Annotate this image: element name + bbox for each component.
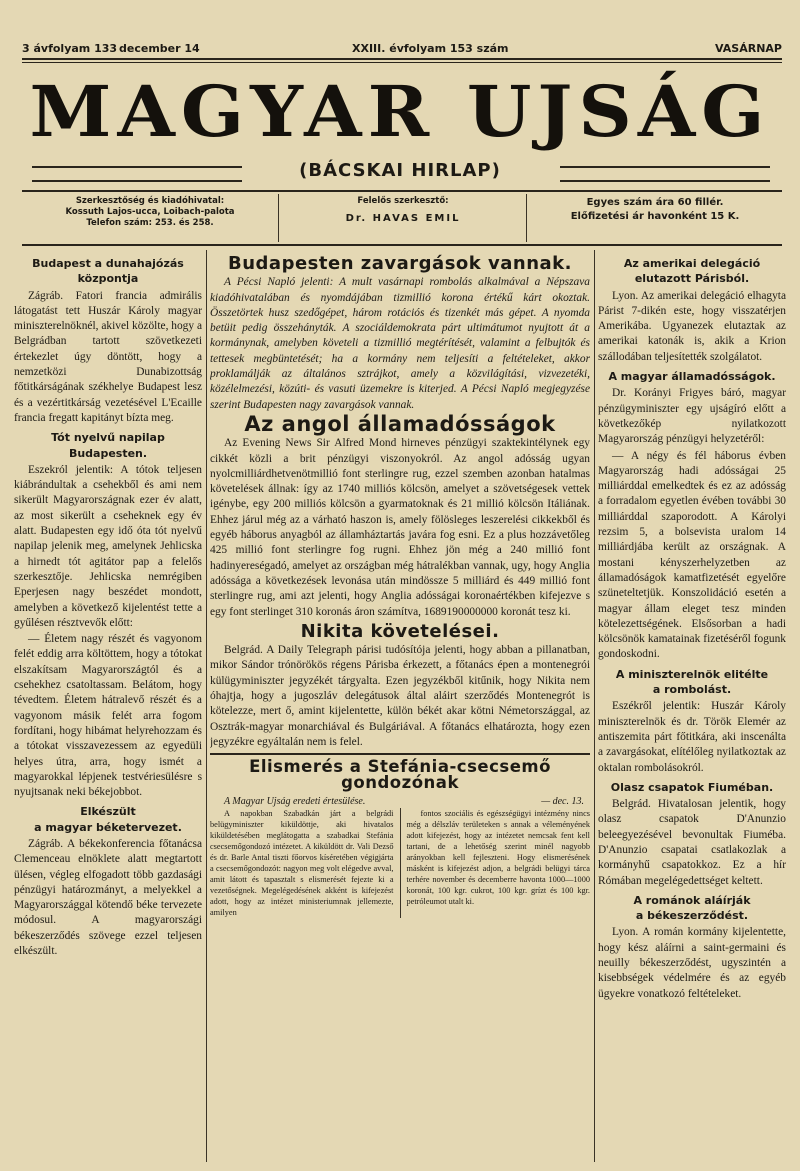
- column-divider: [594, 250, 595, 1162]
- editorial-office: [26, 196, 274, 242]
- office-line: Kossuth Lajos-ucca, Loibach-palota: [65, 207, 235, 217]
- headline: A miniszterelnök elitélte: [615, 667, 769, 681]
- price-line: Egyes szám ára 60 fillér.: [586, 197, 724, 208]
- article-text: Zágráb. Fatori francia admirális látogatást tett Huszár Károly magyar miniszterelnöknél, akivel közölte, hogy a Belgrádban tartott szövetkezeti értekezlet úgy döntött, hogy a nemzetközi Dunabizottság főtitkárságának székhelye Budapest lesz és a vezértitkárság vezetésével L'Ecaille francia fregatt kapitányt bízta meg.: [14, 289, 202, 424]
- two-column-article: [210, 808, 590, 918]
- article-text: Eszekról jelentik: A tótok teljesen kiábrándultak a csehekből és ami nem sikerült Magyarországnak ezer év alatt, az most sikerült a cseheknek egy év alatt. Budapesten egy idő óta tót nyelvű napilap jelenik meg, amelynek Jehlicska a hirnedt tót agitátor pap a felelős szerkesztője. Jehlicska nemrégiben Eperjesen nagy beszédet mondott, amelyben a következő kijelentést tette a gyűlésen résztvevők előtt:: [14, 463, 202, 629]
- article-text: Dr. Korányi Frigyes báró, magyar pénzügyminiszter egy ujságíró előtt a következőkép nyilatkozott Magyarország pénzügyi helyzetéről:: [598, 387, 786, 446]
- headline: Budapesten zavargások vannak.: [228, 253, 572, 274]
- article-text: Az Evening News Sir Alfred Mond hirneves pénzügyi szaktekintélynek egy cikkét közli a brit pénzügyi viszonyokról. Az angol adósság ugyan nyolcmilliárdhetvenötmillió font sterlingre rug, ezzel szemben azonban hatalmas követelések állnak: így az 1740 milliós kölcsön, amelyet a szövetségesek vettek igénybe, egy 200 milliós kölcsön a gyarmatoknak és 21 millió kölcsön Itáliának. Ehhez járul még az a várható haszon is, amely fölösleges leszerelési cikkekből és egyéb háborus anyagból az államháztartás javára fog esni. Ez a plus hozzávetőleg 425 millió font sterlingre fog rugni. Ehhez jön még a 240 millió font hadinyereségadó, amelyet az országban még hátralékban vannak, ugy, hogy Anglia adóssága a következések levonása után mindössze 5 milliárd és 449 millió font sterlingre rug, ami azt jelenti, hogy Anglia adósságai koronaértékben kifejezve s egy font sterlinget 310 koronás áron számítva, 1689190000000 koronát tesz ki.: [210, 437, 590, 618]
- column-divider: [400, 808, 401, 918]
- masthead-subtitle: (BÁCSKAI HIRLAP): [299, 160, 501, 181]
- editor-name: Dr. HAVAS EMIL: [345, 213, 461, 224]
- article-text: Belgrád. A Daily Telegraph párisi tudósítója jelenti, hogy abban a pillanatban, mikor Sándor trónörökös régens Párisba érkezett, a főtanács épen a montenegrói külügyminiszter jegyzékét tárgyalta. Ezen jegyzékből kitűnik, hogy Nikita nem óhajtja, hogy a jugoszláv delegátusok által aláirt szerződés Montenegrót is kötelezze, mert ő, amint kijelentette, külön békét akar kötni Németországgal, az Osztrák-magyar monarchiával és Bulgáriával. A főtanács elhatározta, hogy ezen jegyzékre egyáltalán nem is felel.: [210, 644, 590, 748]
- column-divider: [206, 250, 207, 1162]
- price-line: Előfizetési ár havonként 15 K.: [570, 211, 740, 222]
- byline-date: — dec. 13.: [541, 795, 584, 807]
- right-column: [598, 252, 786, 1162]
- info-rule-bottom: [22, 244, 782, 246]
- office-line: Szerkesztőség és kiadóhivatal:: [75, 196, 225, 206]
- middle-column: [210, 252, 590, 1162]
- headline: A magyar államadósságok.: [608, 370, 776, 384]
- top-info-line: [22, 38, 782, 58]
- top-rule-thin: [22, 62, 782, 63]
- headline: Budapest a dunahajózás központja: [32, 257, 184, 286]
- article-text: fontos szociális és egészségügyi intézmény nincs még a délszláv területeken s annak a véleményének adott kifejezést, hogy az intézetet nemcsak fent kell tartani, de a lehetőség szerint minél nagyobb arányokban kell fejleszteni. Hogy elismerésének másként is kifejezést adjon, a belgrádi belügyi tárca terhére november és decemberre havonta 1000—1000 koronát, 100 kgr. cukrot, 100 kgr. grízt és 100 kgr. petróleumot utalt ki.: [406, 808, 590, 906]
- editor-in-chief: [282, 196, 524, 242]
- masthead-title: MAGYAR UJSÁG: [29, 71, 771, 153]
- headline: a magyar béketervezet.: [34, 820, 182, 834]
- top-rule: [22, 58, 782, 60]
- headline: a békeszerződést.: [635, 909, 749, 923]
- headline: Olasz csapatok Fiuméban.: [610, 780, 774, 794]
- article-text: A Pécsi Napló jelenti: A mult vasárnapi rombolás alkalmával a Népszava kiadóhivatalában és nyomdájában tizmillió korona értékű kárt okoztak. Összetörtek husz szedőgépet, három rotációs és tizenkét más gépet. A nyomda betüit pedig összehányták. A szociáldemokrata párt ultimátumot nyujtott át a kormánynak, amelyben követeli a tizmillió megtérítését, valamint a felbujtók és tettesek megbüntetését; ha a kormány nem teljesíti a feltételeket, akkor proklamálják az általános sztrájkot, amely a közvilágítási, vizvezetéki, közélelmezési, közúti- és vasuti üzemekre is kiterjed. A Pécsi Napló megjegyzése szerint Budapesten nagy zavargások vannak.: [210, 276, 590, 411]
- headline: Tót nyelvű napilap Budapesten.: [51, 431, 165, 460]
- article-text: Belgrád. Hivatalosan jelentik, hogy olasz csapatok D'Anunzio beleegyezésével bevonultak Fiuméba. D'Anunzio csapatai csatlakozlak a kormányhű csapatokkoz. Ez a hír Rómában megelégedettséget keltett.: [598, 798, 786, 887]
- article-text: Lyon. Az amerikai delegáció elhagyta Párist 7-dikén este, hogy visszatérjen Amerikába. Ugyanezek elutaztak az amerikai katonák is, akik a Krion szállodában teljesítették szolgálatot.: [598, 289, 786, 363]
- left-column: [14, 252, 202, 1162]
- headline: Elismerés a Stefánia-csecsemő gondozónak: [249, 757, 551, 792]
- editor-label: Felelős szerkesztő:: [357, 196, 449, 206]
- headline: Nikita követelései.: [300, 620, 500, 642]
- headline: Elkészült: [80, 805, 136, 819]
- headline: a rombolást.: [652, 683, 732, 697]
- info-divider: [278, 194, 279, 242]
- ornament-right: [560, 166, 770, 182]
- headline: Az amerikai delegáció elutazott Párisból.: [623, 257, 761, 286]
- price-info: [530, 196, 780, 242]
- article-text: — A négy és fél háborus évben Magyarország hadi adósságai 25 milliárddal emelkedtek és ez az adósság a forradalom egyetlen évében további 30 milliárddal szaporodott. A Károlyi rezsim 5, a bolsevista uralom 14 milliárdjába került az országnak. A mostani kényszerhelyzetben az államadóságok kamatfizetését egyelőre szüneteltetjük. Konszolidáció esetén a magyar állam eleget tesz minden kötelezettségének. Elsősorban a hadi kölcsönök kamatainak fizetéséről fogunk gondoskodni.: [598, 449, 786, 661]
- issue-date: december 14: [119, 42, 200, 55]
- headline: A románok aláírják: [633, 893, 751, 907]
- byline-source: A Magyar Ujság eredeti értesülése.: [224, 795, 366, 807]
- article-text: Zágráb. A békekonferencia főtanácsa Clemenceau elnöklete alatt megtartott ülésen, végleg elfogadott több gazdasági pénzügyi határozmányt, a melyekkel a Magyarországgal kötendő béke tervezete módosul. A magyarországi békeszerződés szövege ezzel teljesen elkészült.: [14, 837, 202, 958]
- section-rule: [210, 753, 590, 755]
- volume-info: XXIII. évfolyam 153 szám: [352, 42, 509, 55]
- headline: Az angol államadósságok: [244, 411, 556, 436]
- info-rule-top: [22, 190, 782, 192]
- info-divider: [526, 194, 527, 242]
- weekday: VASÁRNAP: [715, 42, 782, 55]
- article-text: — Életem nagy részét és vagyonom felét eddig arra költöttem, hogy a tótokat elszakítsam Magyarországtól és a csehekhez csatoltassam. Belátom, hogy tévedtem. Életem hátralevő részét és a vagyonom másik felét arra fogom fordítani, hogy hibámat helyrehozzam és a tótokat visszavezessem az egyedüli helyes útra, arra, hogy ismét a magyarokkal lépjenek testvériesülésre s nyujtsanak neki békejobbot.: [14, 633, 202, 799]
- article-text: Eszékről jelentik: Huszár Károly miniszterelnök és dr. Török Elemér az antiszemita párt főtitkára, aki inscenálta a zavargásokat, elítélőleg nyilatkoztak az oktalan rombolásokról.: [598, 700, 786, 774]
- article-text: Lyon. A román kormány kijelentette, hogy kész aláírni a saint-germaini és neuilly békeszerződést, ugyszintén a kisebbségek védelmére és az egyéb ügyekre vonatkozó feltételeket.: [598, 926, 786, 1000]
- article-text: A napokban Szabadkán járt a belgrádi belügyminiszter kiküldöttje, aki hivatalos kiküldetésében meglátogatta a szabadkai Stefánia csecsemőgondozó intézetet. A kiküldött dr. Vali Dezső és dr. Barle Antal tiszti főorvos kíséretében végigjárta a csecsemőgondozót: nagyon meg volt elégedve avval, amit látott és tapasztalt s elismerését fejezte ki a vezetőségnek. Megelégedésének akként is kifejezést adott, hogy az intézet ministeriumnak jellemezte, amilyen: [210, 808, 394, 917]
- office-line: Telefon szám: 253. és 258.: [86, 218, 214, 228]
- issue-number: 3 ávfolyam 133: [22, 42, 118, 55]
- byline: [210, 794, 590, 808]
